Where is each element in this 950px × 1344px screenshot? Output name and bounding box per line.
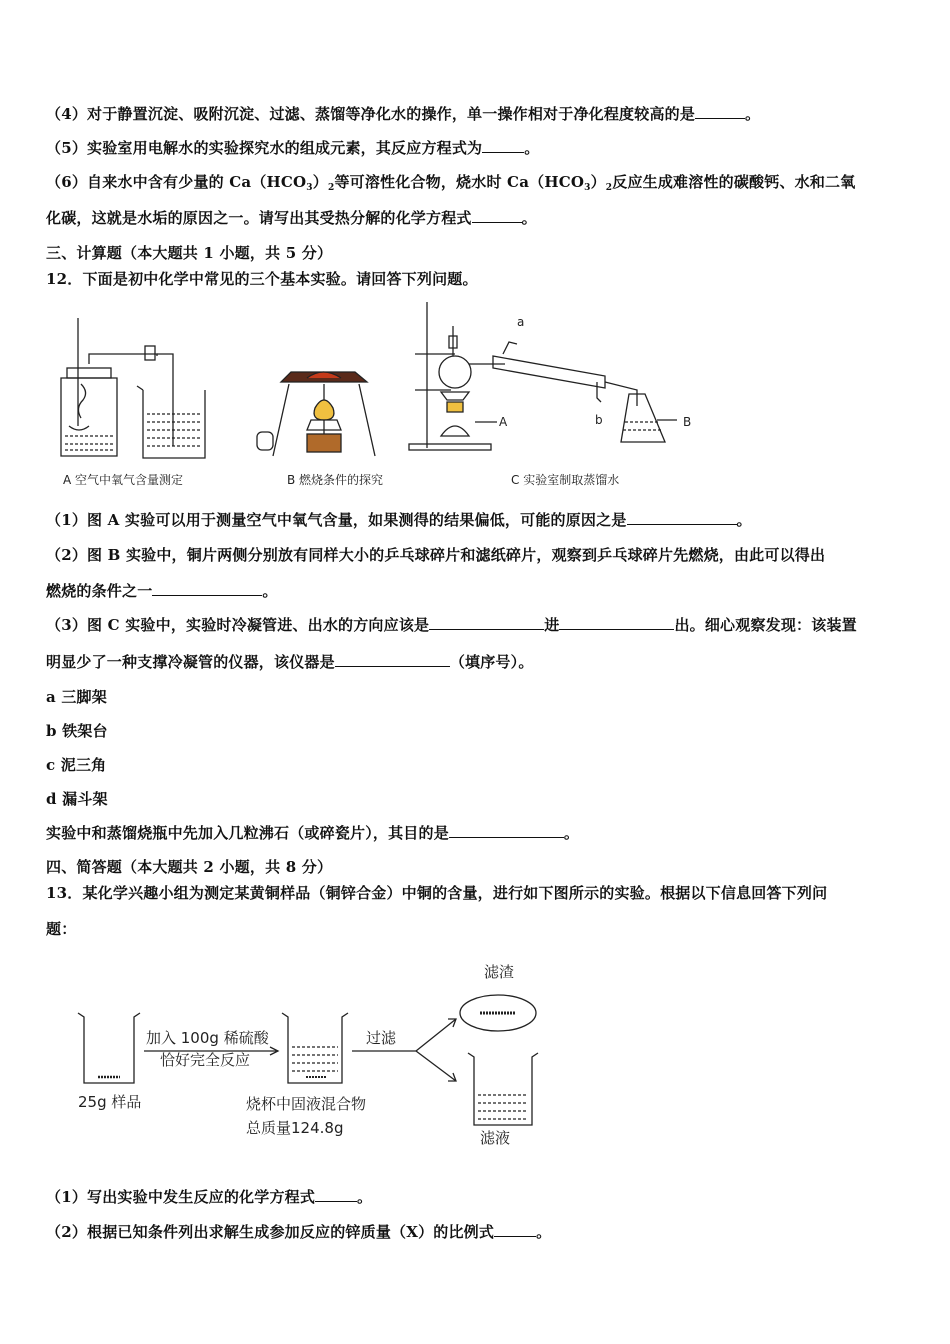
subscript: 3 <box>584 183 591 193</box>
q13-figure <box>70 955 550 1150</box>
q13-part2-end: 。 <box>536 1223 552 1241</box>
mixture-beaker <box>282 1013 348 1083</box>
subscript: 2 <box>605 183 613 193</box>
q12-part3-text: （3）图 C 实验中，实验时冷凝管进、出水的方向应该是 <box>46 616 430 634</box>
answer-blank[interactable] <box>335 652 450 667</box>
q11-part4-text: （4）对于静置沉淀、吸附沉淀、过滤、蒸馏等净化水的操作，单一操作相对于净化程度较高的是 <box>46 105 696 123</box>
fig-label-a: a <box>517 315 525 329</box>
q11-part6-text-c: 等可溶性化合物，烧水时 Ca（HCO <box>334 173 585 191</box>
subscript: 3 <box>306 183 313 193</box>
q12-part3-line2-text: 明显少了一种支撑冷凝管的仪器，该仪器是 <box>46 653 335 671</box>
figure-b-apparatus <box>257 372 375 456</box>
answer-blank[interactable] <box>429 615 544 630</box>
fig-filter-label: 过滤 <box>366 1029 397 1047</box>
q11-part6-text-b: ） <box>312 173 328 191</box>
answer-blank[interactable] <box>482 138 524 153</box>
option-a: a 三脚架 <box>46 688 107 706</box>
q13-stem: 13．某化学兴趣小组为测定某黄铜样品（铜锌合金）中铜的含量，进行如下图所示的实验。根据以下信息回答下列问 <box>46 884 828 902</box>
option-b: b 铁架台 <box>46 722 108 740</box>
q11-part6-text-e: 反应生成难溶性的碳酸钙、水和二氧 <box>612 173 856 191</box>
fig-react-label: 恰好完全反应 <box>160 1051 251 1069</box>
q11-part5 <box>46 137 539 158</box>
sample-beaker <box>78 1013 140 1083</box>
fig-mixture-label: 烧杯中固液混合物 <box>246 1095 367 1113</box>
subscript: 2 <box>327 183 335 193</box>
filtrate-beaker <box>468 1053 538 1125</box>
q12-part4-text: 实验中和蒸馏烧瓶中先加入几粒沸石（或碎瓷片），其目的是 <box>46 824 449 842</box>
figure-c-apparatus <box>409 302 677 450</box>
q12-stem: 12．下面是初中化学中常见的三个基本实验。请回答下列问题。 <box>46 270 478 288</box>
q13-part1-end: 。 <box>357 1188 373 1206</box>
answer-blank[interactable] <box>152 581 262 596</box>
q11-part6-end: 。 <box>521 209 537 227</box>
q13-part1 <box>46 1186 372 1207</box>
fig-add-acid-label: 加入 100g 稀硫酸 <box>146 1029 269 1047</box>
section4-heading: 四、简答题（本大题共 2 小题，共 8 分） <box>46 858 333 876</box>
answer-blank[interactable] <box>315 1187 357 1202</box>
q12-part3-line2 <box>46 651 534 672</box>
fig-caption-c: C 实验室制取蒸馏水 <box>511 473 620 487</box>
option-d: d 漏斗架 <box>46 790 108 808</box>
q12-part3-out: 出。细心观察发现：该装置 <box>674 616 857 634</box>
q11-part4 <box>46 103 760 124</box>
fig-sample-label: 25g 样品 <box>78 1093 142 1111</box>
q12-part3-in: 进 <box>544 616 560 634</box>
q13-part2 <box>46 1221 551 1242</box>
q11-part5-end: 。 <box>524 139 540 157</box>
q12-part2: （2）图 B 实验中，铜片两侧分别放有同样大小的乒乓球碎片和滤纸碎片，观察到乒乓球碎片先燃烧，由此可以得出 <box>46 546 826 564</box>
q12-figure <box>45 296 735 496</box>
option-c: c 泥三角 <box>46 756 107 774</box>
q11-part6 <box>46 171 855 193</box>
fig-label-b: b <box>595 413 603 427</box>
q12-part1-end: 。 <box>736 511 752 529</box>
q12-part3-line2-end: （填序号）。 <box>449 653 534 671</box>
q13-part1-text: （1）写出实验中发生反应的化学方程式 <box>46 1188 316 1206</box>
q11-part6-line2-text: 化碳，这就是水垢的原因之一。请写出其受热分解的化学方程式 <box>46 209 472 227</box>
q11-part6-text-d: ） <box>590 173 606 191</box>
q12-part4-end: 。 <box>563 824 580 842</box>
q11-part6-line2 <box>46 207 537 228</box>
answer-blank[interactable] <box>449 823 564 838</box>
q12-part1 <box>46 509 752 530</box>
section3-heading: 三、计算题（本大题共 1 小题，共 5 分） <box>46 244 333 262</box>
q12-part4 <box>46 822 579 843</box>
fig-residue-label: 滤渣 <box>484 963 515 981</box>
fig-label-B: B <box>683 415 692 429</box>
q13-stem-line2: 题： <box>46 920 77 938</box>
fig-mass-label: 总质量124.8g <box>246 1119 344 1137</box>
fig-label-A: A <box>499 415 508 429</box>
q12-part2-line2 <box>46 580 278 601</box>
q11-part4-end: 。 <box>745 105 761 123</box>
figure-a-apparatus <box>61 318 205 458</box>
q12-part2-line2-text: 燃烧的条件之一 <box>46 582 153 600</box>
answer-blank[interactable] <box>472 208 522 223</box>
residue-dish <box>460 995 536 1031</box>
answer-blank[interactable] <box>559 615 674 630</box>
q12-part2-end: 。 <box>262 582 278 600</box>
fig-caption-a: A 空气中氧气含量测定 <box>63 473 184 487</box>
answer-blank[interactable] <box>627 510 737 525</box>
q12-part1-text: （1）图 A 实验可以用于测量空气中氧气含量，如果测得的结果偏低，可能的原因之是 <box>46 511 627 529</box>
q13-part2-text: （2）根据已知条件列出求解生成参加反应的锌质量（X）的比例式 <box>46 1223 495 1241</box>
q12-part3 <box>46 614 857 635</box>
q11-part5-text: （5）实验室用电解水的实验探究水的组成元素，其反应方程式为 <box>46 139 483 157</box>
fig-filtrate-label: 滤液 <box>480 1129 511 1147</box>
q11-part6-text-a: （6）自来水中含有少量的 Ca（HCO <box>46 173 307 191</box>
answer-blank[interactable] <box>695 104 745 119</box>
answer-blank[interactable] <box>494 1222 536 1237</box>
fig-caption-b: B 燃烧条件的探究 <box>287 473 384 487</box>
